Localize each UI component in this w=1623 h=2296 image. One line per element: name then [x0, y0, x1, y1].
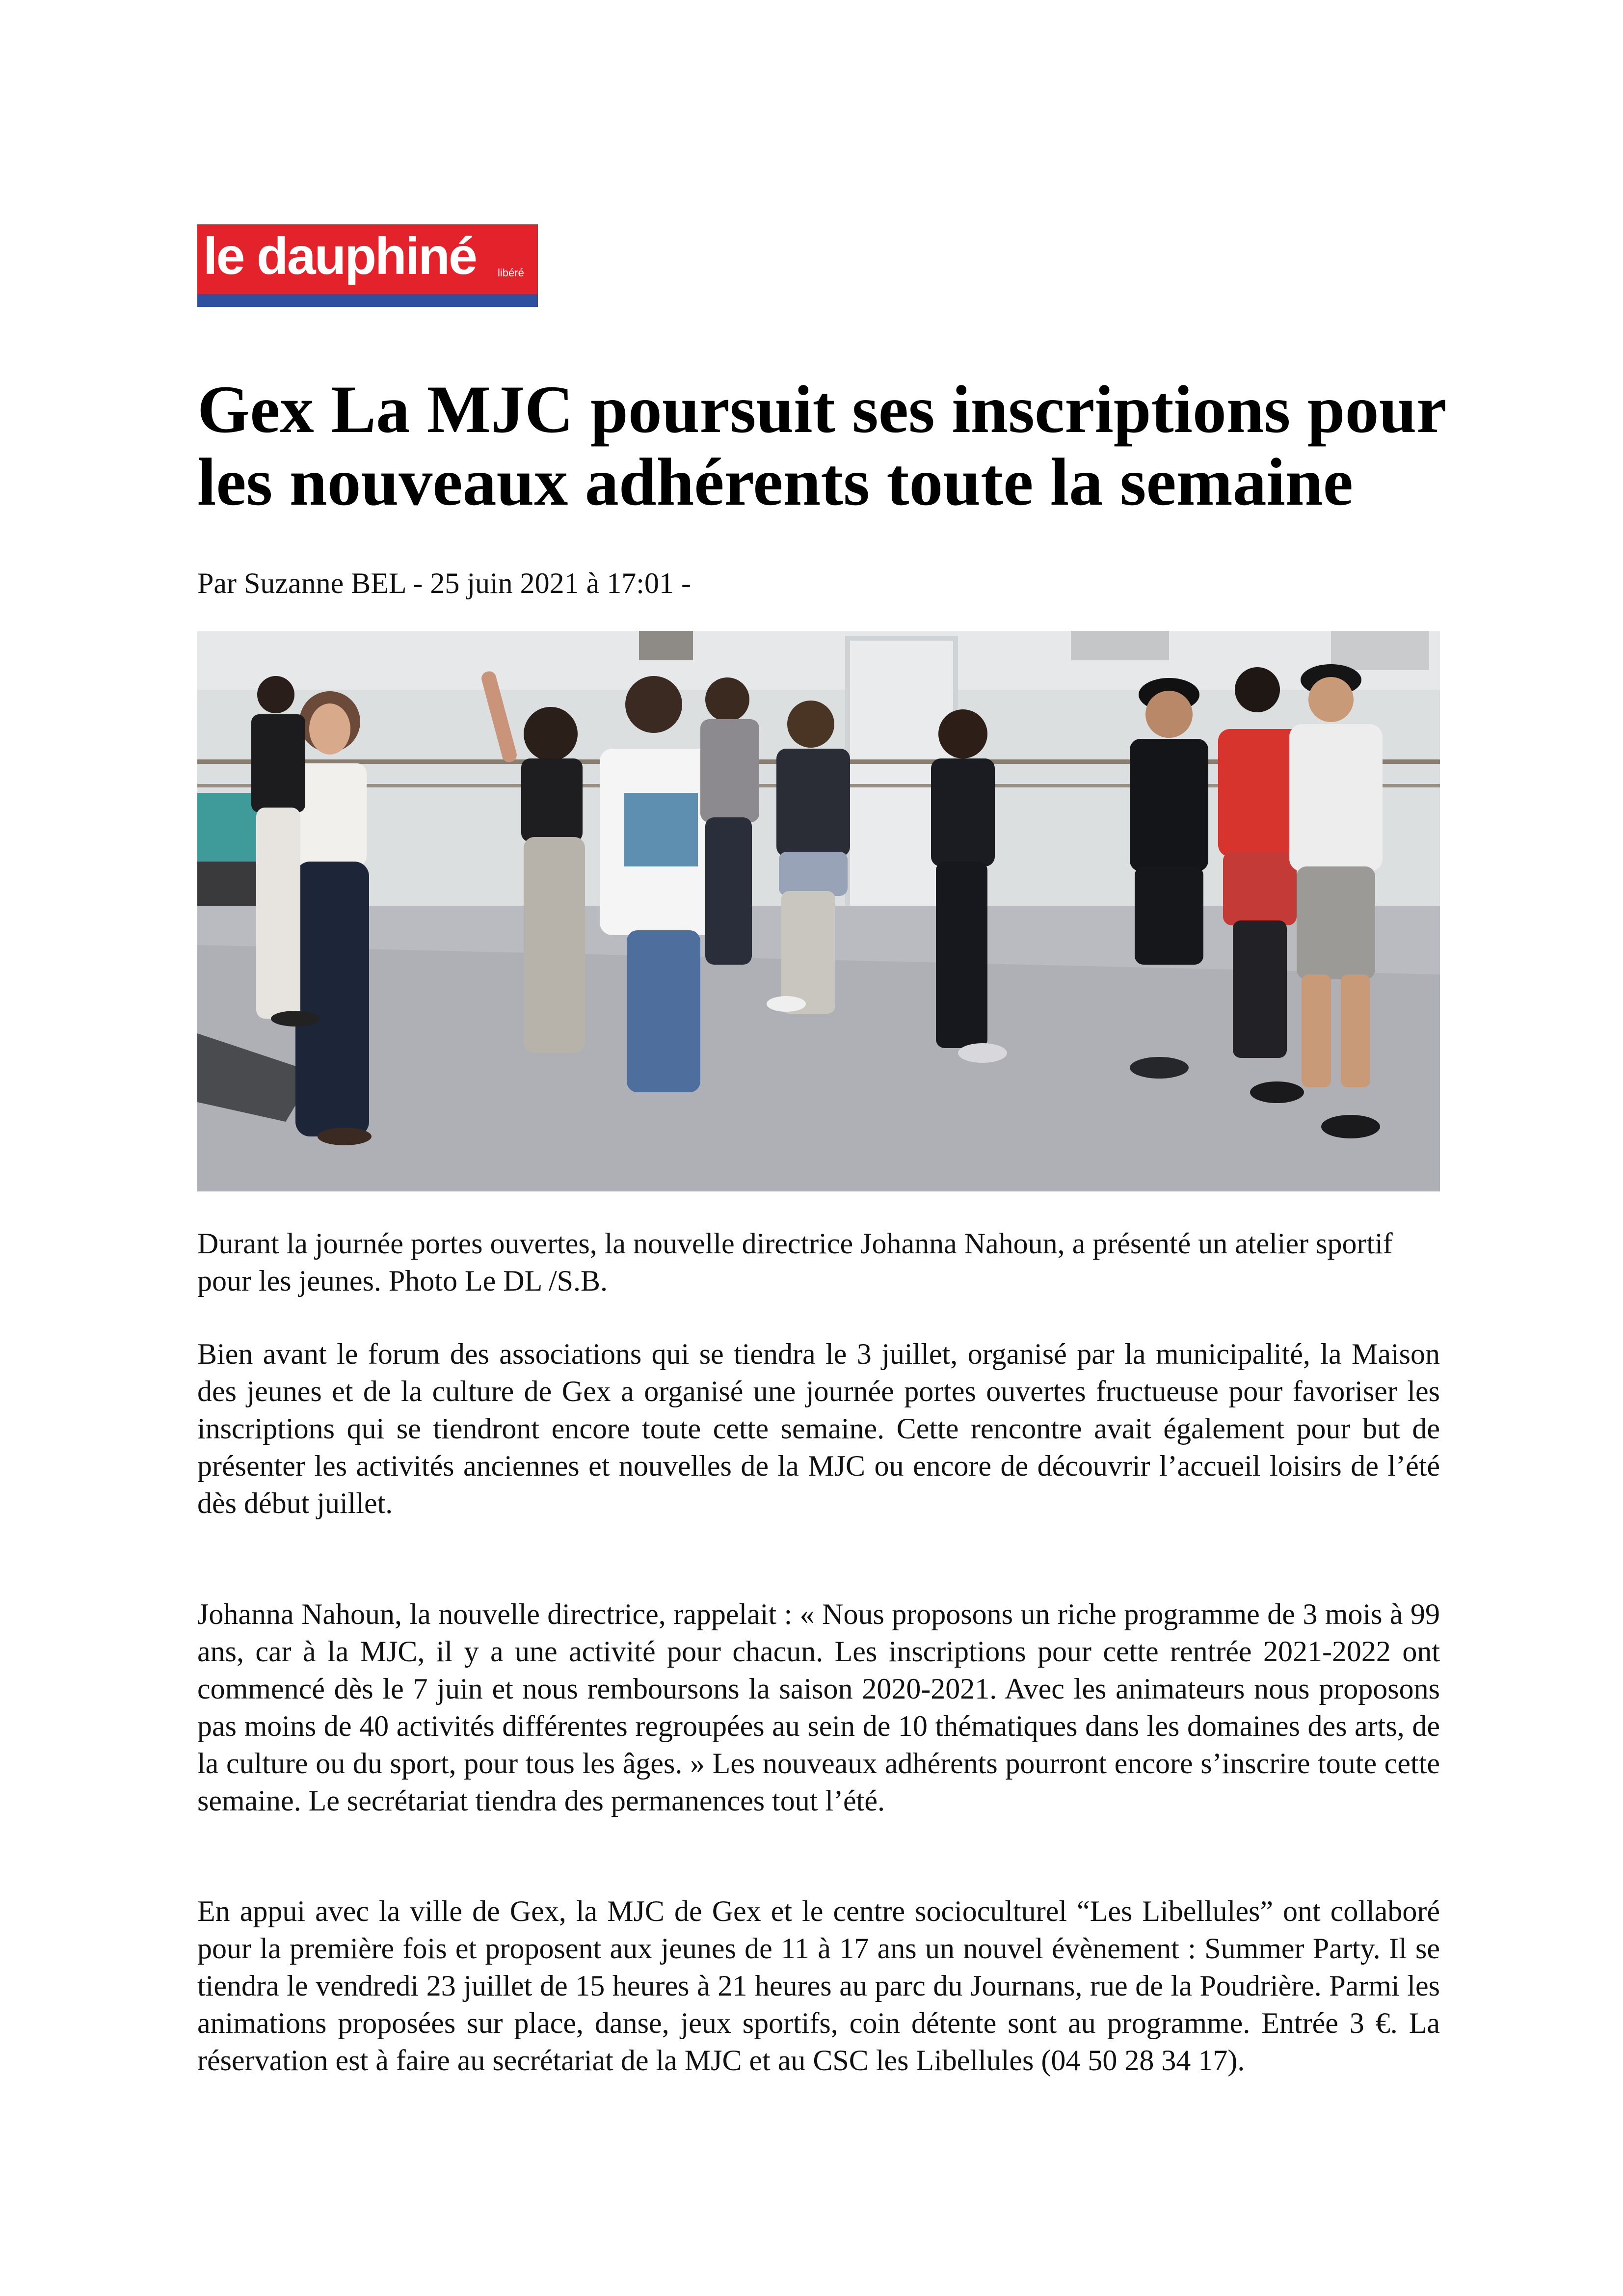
photo-person	[931, 709, 995, 1048]
photo-caption: Durant la journée portes ouvertes, la nouvelle directrice Johanna Nahoun, a présenté un atelier sportif pour les jeunes. Photo Le DL /S.B.	[197, 1227, 1393, 1297]
photo-person	[251, 676, 305, 1019]
logo-wordmark: le dauphiné	[203, 227, 476, 285]
article-paragraph: Bien avant le forum des associations qui se tiendra le 3 juillet, organisé par la municipalité, la Maison des jeunes et de la culture de Gex a organisé une journée portes ouvertes fructueuse pour favoriser les inscriptions qui se tiendront encore toute cette semaine. Cette rencontre avait également pour but de présenter les activités anciennes et nouvelles de la MJC ou encore de découvrir l’accueil loisirs de l’été dès début juillet.	[197, 1338, 1440, 1519]
article-photo	[197, 631, 1440, 1191]
article-byline: Par Suzanne BEL - 25 juin 2021 à 17:01 -	[197, 567, 691, 599]
article-paragraph: Johanna Nahoun, la nouvelle directrice, rappelait : « Nous proposons un riche programme de 3 mois à 99 ans, car à la MJC, il y a une activité pour chacun. Les inscriptions pour cette rentrée 2021-2022 ont commencé dès le 7 juin et nous remboursons la saison 2020-2021. Avec les animateurs nous proposons pas moins de 40 activités différentes regroupées au sein de 10 thématiques dans les domaines des arts, de la culture ou du sport, pour tous les âges. » Les nouveaux adhérents pourront encore s’inscrire toute cette semaine. Le secrétariat tiendra des permanences tout l’été.	[197, 1598, 1440, 1817]
logo-subtitle: libéré	[498, 267, 524, 279]
article-headline: Gex La MJC poursuit ses inscriptions pour les nouveaux adhérents toute la semaine	[197, 372, 1446, 519]
article-photo-illustration	[197, 631, 1440, 1191]
photo-person	[700, 677, 759, 965]
newspaper-logo	[197, 224, 538, 307]
article-paragraph: En appui avec la ville de Gex, la MJC de Gex et le centre socioculturel “Les Libellules” ont collaboré pour la première fois et proposent aux jeunes de 11 à 17 ans un nouvel évènement : Summer Party. Il se tiendra le vendredi 23 juillet de 15 heures à 21 heures au parc du Journans, rue de la Poudrière. Parmi les animations proposées sur place, danse, jeux sportifs, coin détente sont au programme. Entrée 3 €. La réservation est à faire au secrétariat de la MJC et au CSC les Libellules (04 50 28 34 17).	[197, 1895, 1440, 2077]
